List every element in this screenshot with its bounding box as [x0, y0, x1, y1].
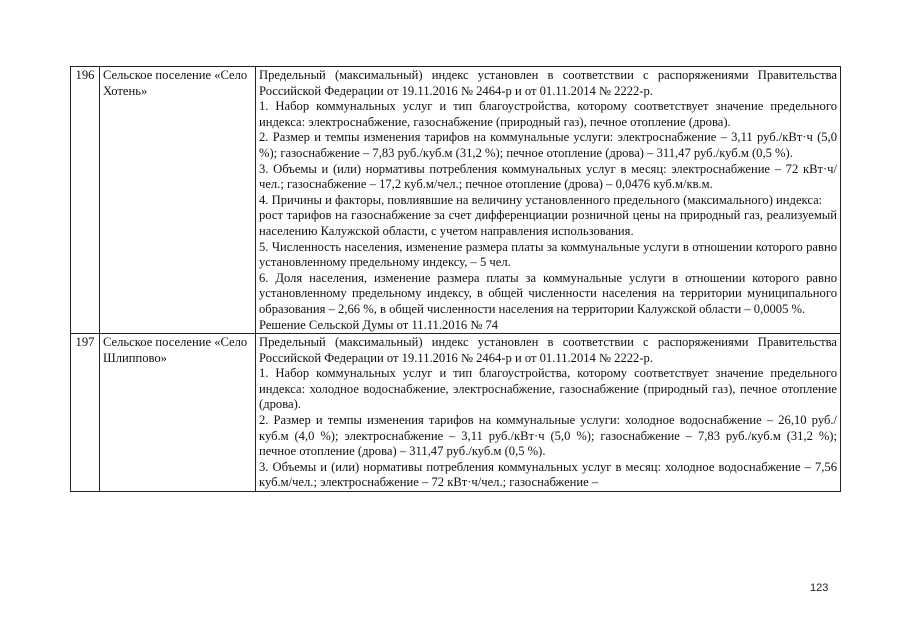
paragraph: 3. Объемы и (или) нормативы потребления коммунальных услуг в месяц: электроснабжение – 72 кВт·ч/чел.; газоснабжение – 17,2 куб.м/чел.; печное отопление (дрова) – 0,0476 куб.м/кв.м.: [259, 161, 837, 192]
paragraph: рост тарифов на газоснабжение за счет дифференциации розничной цены на природный газ, реализуемый населению Калужской области, с учетом направления использования.: [259, 208, 837, 238]
paragraph: 5. Численность населения, изменение размера платы за коммунальные услуги в отношении которого равно установленному предельному индексу, – 5 чел.: [259, 239, 837, 270]
paragraph: 6. Доля населения, изменение размера платы за коммунальные услуги в отношении которого равно установленному предельному индексу, в общей численности населения на территории муниципального образования – 2,66 %, в общей численности населения на территории Калужской области – 0,0005 %.: [259, 270, 837, 316]
table-row: [71, 67, 841, 334]
row-number-cell: 197: [71, 334, 100, 492]
decision-reference: Решение Сельской Думы от 11.11.2016 № 74: [259, 317, 499, 332]
index-description-cell: [256, 67, 841, 334]
paragraph: Предельный (максимальный) индекс установлен в соответствии с распоряжениями Правительства Российской Федерации от 19.11.2016 № 2464-р и от 01.11.2014 № 2222-р.: [259, 68, 837, 98]
table-row: [71, 334, 841, 492]
paragraph: 2. Размер и темпы изменения тарифов на коммунальные услуги: холодное водоснабжение – 26,10 руб./куб.м (4,0 %); электроснабжение – 3,11 руб./кВт·ч (5,0 %); газоснабжение – 7,83 руб./куб.м (31,2 %); печное отопление (дрова) – 311,47 руб./куб.м (0,5 %).: [259, 413, 837, 459]
settlement-name-cell: Сельское поселение «Село Хотень»: [100, 67, 256, 334]
tariff-index-table: [70, 66, 841, 492]
paragraph: Предельный (максимальный) индекс установлен в соответствии с распоряжениями Правительства Российской Федерации от 19.11.2016 № 2464-р и от 01.11.2014 № 2222-р.: [259, 335, 837, 365]
paragraph: 1. Набор коммунальных услуг и тип благоустройства, которому соответствует значение предельного индекса: холодное водоснабжение, электроснабжение, газоснабжение (природный газ), печное отопление (дрова).: [259, 366, 837, 412]
paragraph: 1. Набор коммунальных услуг и тип благоустройства, которому соответствует значение предельного индекса: электроснабжение, газоснабжение (природный газ), печное отопление (дрова).: [259, 99, 837, 129]
paragraph: 4. Причины и факторы, повлиявшие на величину установленного предельного (максимального) индекса:: [259, 192, 823, 207]
paragraph: 3. Объемы и (или) нормативы потребления коммунальных услуг в месяц: холодное водоснабжение – 7,56 куб.м/чел.; электроснабжение – 72 кВт·ч/чел.; газоснабжение –: [259, 459, 837, 490]
paragraph: 2. Размер и темпы изменения тарифов на коммунальные услуги: электроснабжение – 3,11 руб./кВт·ч (5,0 %); газоснабжение – 7,83 руб./куб.м (31,2 %); печное отопление (дрова) – 311,47 руб./куб.м (0,5 %).: [259, 130, 837, 160]
row-number-cell: 196: [71, 67, 100, 334]
document-table-container: [70, 66, 841, 492]
index-description-cell: [256, 334, 841, 492]
page-number: 123: [810, 582, 829, 594]
settlement-name-cell: Сельское поселение «Село Шлиппово»: [100, 334, 256, 492]
